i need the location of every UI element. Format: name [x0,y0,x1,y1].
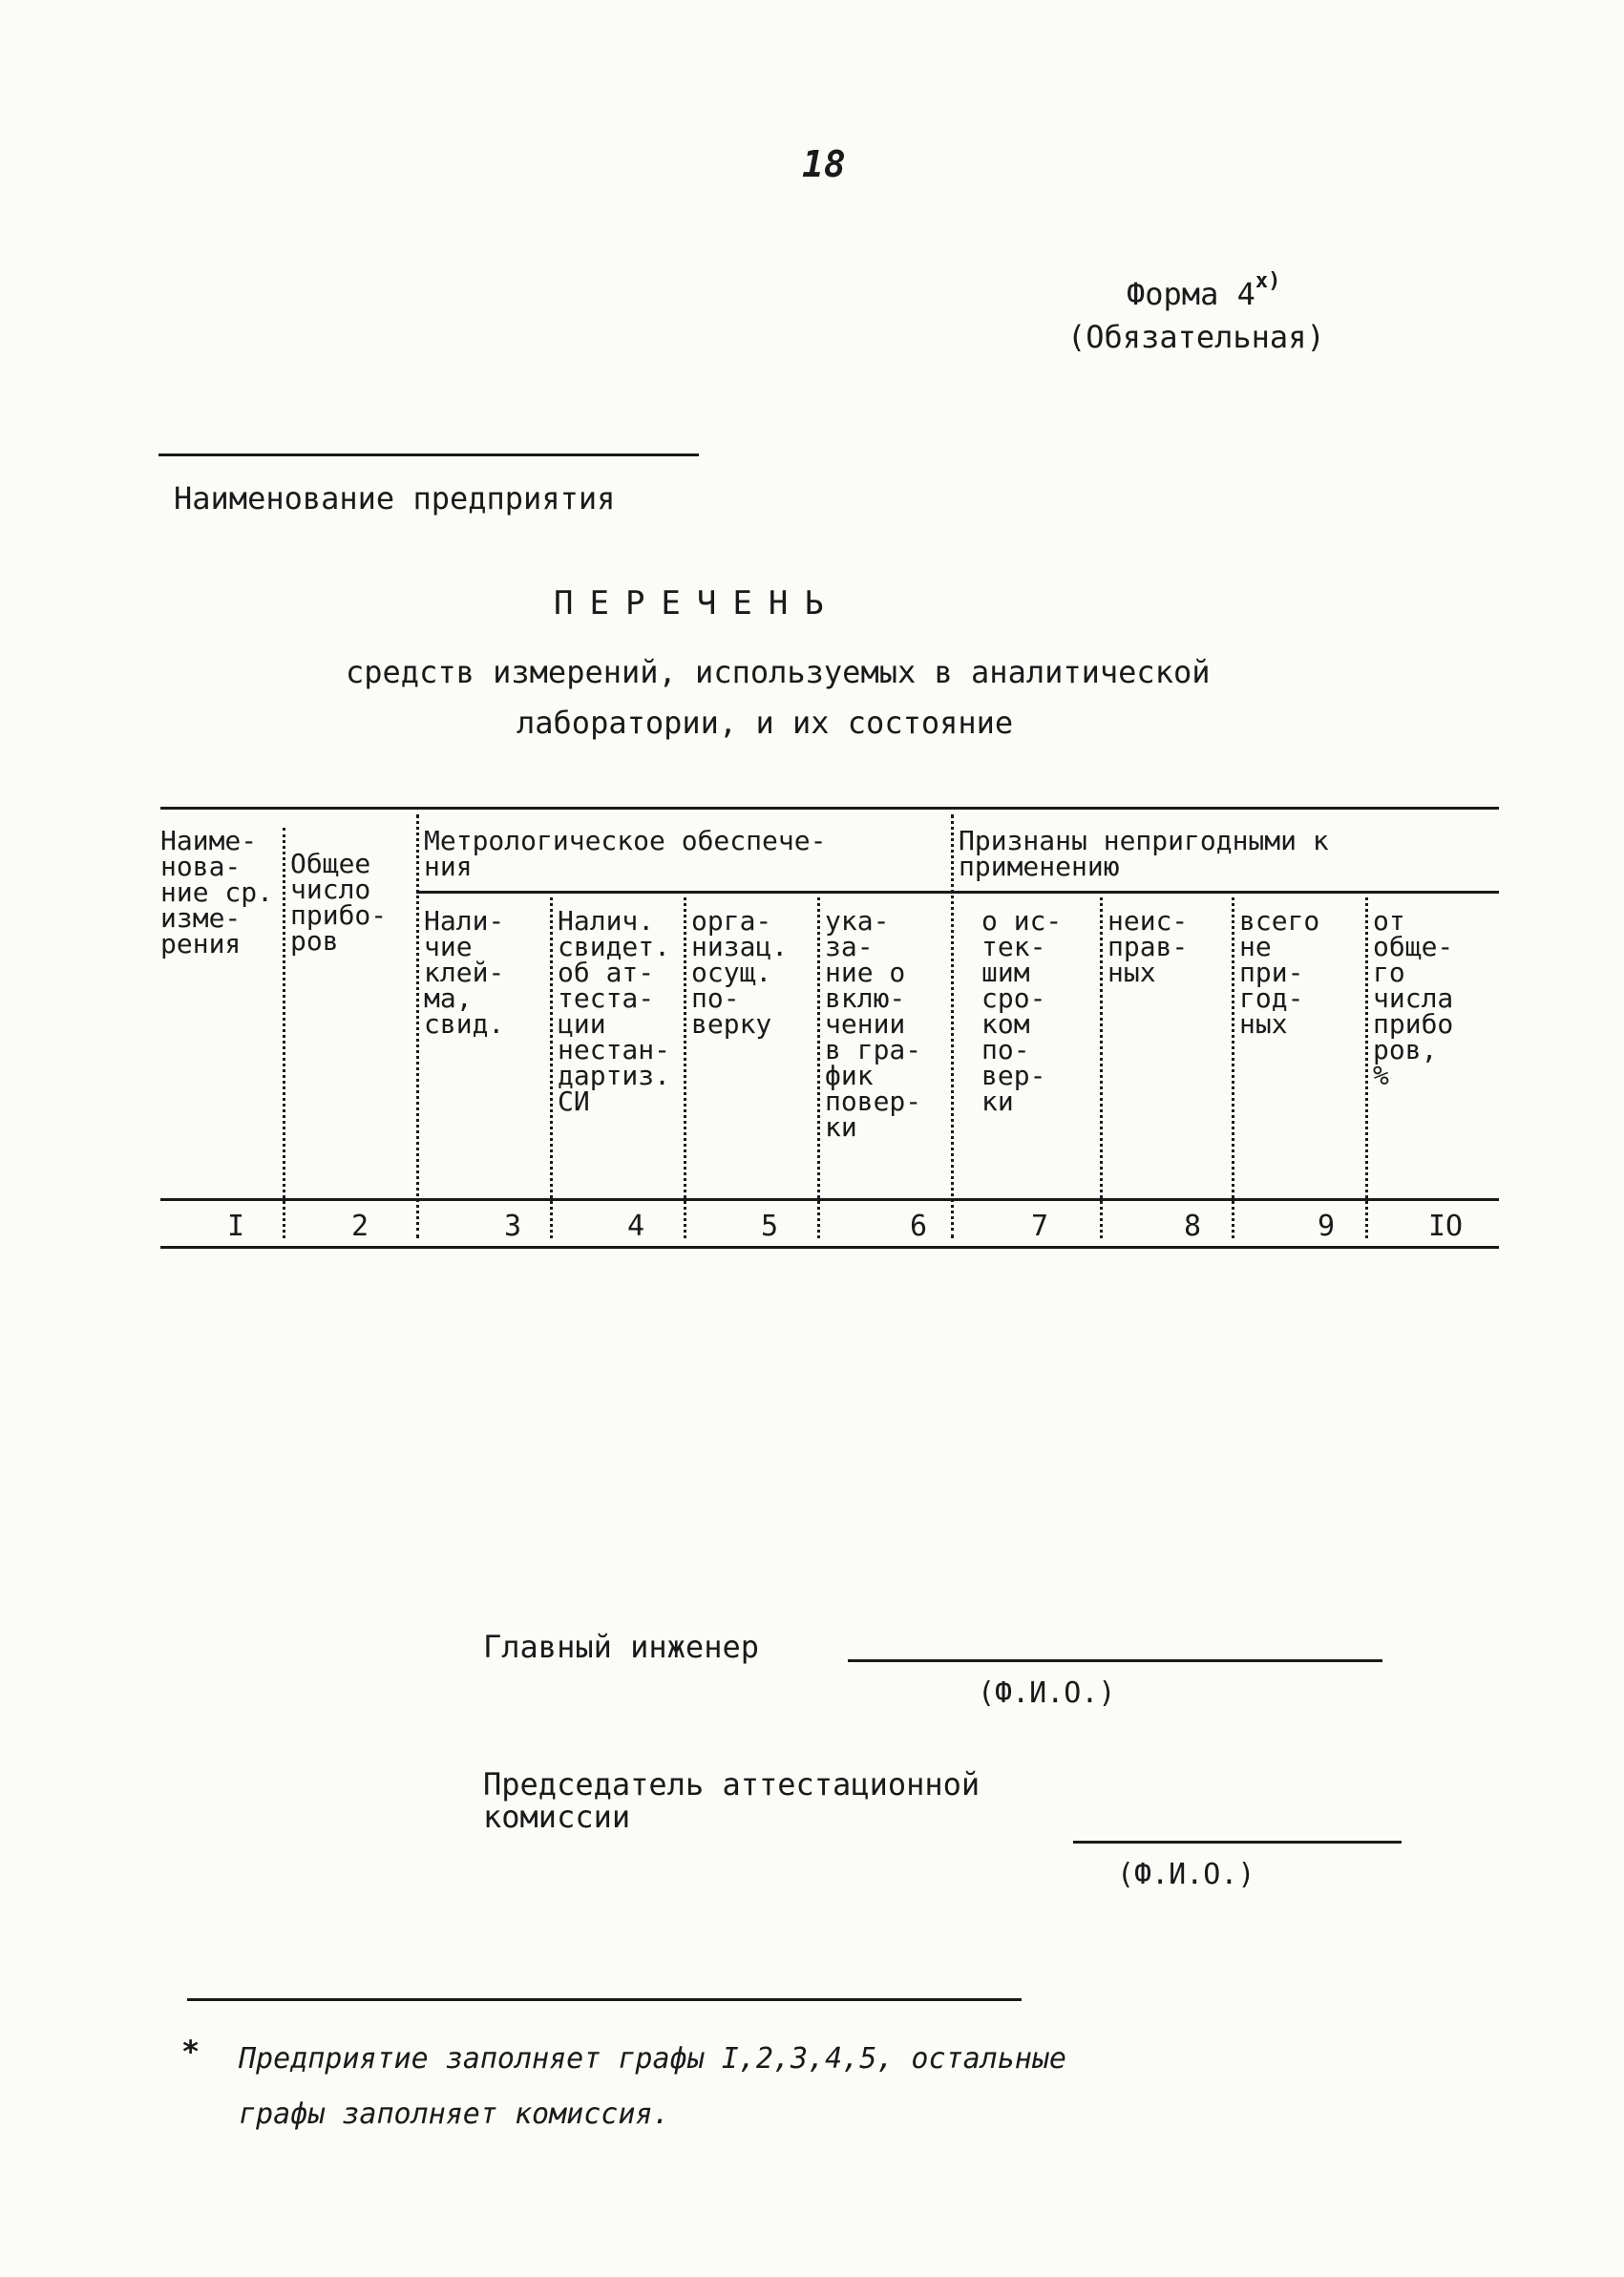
form-status: (Обязательная) [1067,319,1325,355]
chief-engineer-fio: (Ф.И.О.) [978,1676,1116,1710]
column-number-1: I [226,1210,245,1243]
column-number-6: 6 [909,1210,928,1243]
column-number-3: 3 [503,1210,522,1243]
commission-chairman-label: Председатель аттестационной комиссии [483,1766,981,1835]
column-divider [550,897,553,1238]
instruments-table [160,807,1499,1246]
column-header-5: орга- низац. осущ. по- верку [691,905,789,1040]
column-header-2: Общее число прибо- ров [290,848,388,957]
table-top-rule [160,807,1499,810]
column-number-8: 8 [1183,1210,1202,1243]
column-number-7: 7 [1030,1210,1049,1243]
column-header-8: неис- прав- ных [1107,905,1189,988]
column-number-10: IO [1427,1210,1464,1243]
column-number-5: 5 [760,1210,779,1243]
footnote-text: Предприятие заполняет графы I,2,3,4,5, остальные графы заполняет комиссия. [239,2042,1066,2131]
column-divider [416,814,419,1238]
group-header-unfit: Признаны непригодными к применению [959,825,1329,882]
group-header-rule [416,891,1499,894]
column-number-4: 4 [626,1210,645,1243]
page-number: 18 [802,143,846,185]
column-divider [951,814,954,1238]
column-divider [1365,897,1368,1238]
header-bottom-rule [160,1198,1499,1201]
form-label [1127,269,1280,312]
column-divider [283,828,285,1238]
column-header-4: Налич. свидет. об ат- теста- ции нестан- дартиз. СИ [558,905,671,1117]
column-header-1: Наиме- нова- ние ср. изме- рения [160,825,274,959]
column-header-7: о ис- тек- шим сро- ком по- вер- ки [981,905,1063,1117]
chief-engineer-signature-line [848,1659,1382,1662]
commission-chairman-signature-line [1073,1841,1402,1844]
document-title: ПЕРЕЧЕНЬ [554,584,840,622]
footnote-separator [187,1998,1022,2001]
column-divider [1100,897,1103,1238]
column-header-10: от обще- го числа прибо ров, % [1373,905,1454,1091]
org-name-label: Наименование предприятия [174,480,616,517]
document-subtitle-line-1: средств измерений, используемых в аналитической [346,654,1211,690]
column-divider [1232,897,1234,1238]
form-label-text: Форма 4 [1127,276,1255,312]
column-number-2: 2 [350,1210,369,1243]
column-number-9: 9 [1317,1210,1336,1243]
table-bottom-rule [160,1246,1499,1249]
org-name-fill-line [158,453,699,456]
footnote-marker: * [181,2034,200,2070]
column-divider [684,897,686,1238]
form-footnote-mark: x) [1255,269,1281,293]
column-header-3: Нали- чие клей- ма, свид. [424,905,505,1040]
column-header-6: ука- за- ние о вклю- чении в гра- фик повер- ки [825,905,922,1143]
group-header-metrology: Метрологическое обеспече- ния [424,825,827,882]
document-subtitle-line-2: лаборатории, и их состояние [517,705,1014,741]
column-divider [817,897,820,1238]
chief-engineer-label: Главный инженер [483,1629,759,1665]
commission-chairman-fio: (Ф.И.О.) [1117,1858,1255,1891]
column-header-9: всего не при- год- ных [1239,905,1320,1040]
